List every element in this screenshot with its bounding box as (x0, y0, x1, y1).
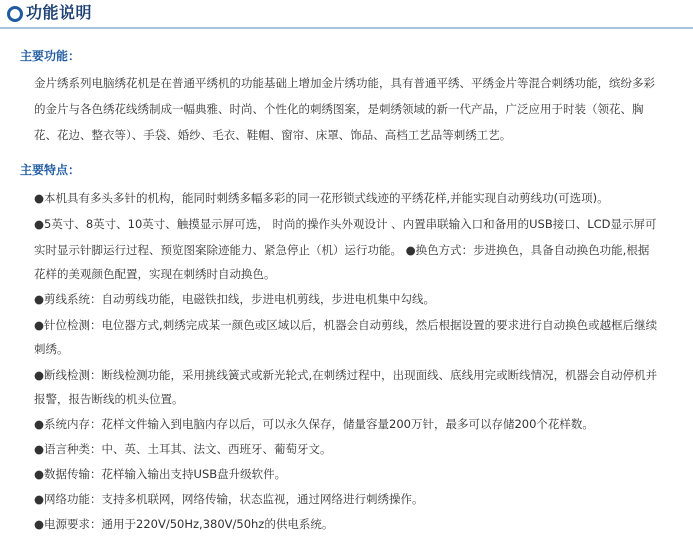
feature-line: ●本机具有多头多针的机构，能同时刺绣多幅多彩的同一花形锁式线迹的平绣花样,并能实现自动剪线功(可选项)。 (34, 191, 609, 205)
main-function-paragraph (34, 70, 686, 148)
page-header (0, 0, 693, 30)
feature-line: ●数据传输：花样输入输出支持USB盘升级软件。 (34, 467, 287, 481)
feature-line: 报警，报告断线的机头位置。 (34, 392, 184, 406)
feature-line: ●剪线系统：自动剪线功能，电磁铁扣线，步进电机剪线，步进电机集中勾线。 (34, 292, 436, 306)
section-title-main-function: 主要功能： (20, 49, 81, 63)
section-title-main-features: 主要特点： (20, 163, 81, 177)
feature-line: ●网络功能：支持多机联网，网络传输，状态监视，通过网络进行刺绣操作。 (34, 492, 424, 506)
feature-line: ●针位检测：电位器方式,刺绣完成某一颜色或区域以后，机器会自动剪线，然后根据设置的要求进行自动换色或越框后继续 (34, 318, 658, 332)
feature-line: ●电源要求：通用于220V/50Hz,380V/50hz的供电系统。 (34, 517, 334, 531)
feature-line: 实时显示针脚运行过程、预览图案除迹能力、紧急停止（机）运行功能。 ●换色方式：步进换色，具备自动换色功能,根据 (34, 243, 650, 257)
feature-line: ●5英寸、8英寸、10英寸、触摸显示屏可选， 时尚的操作头外观设计 、内置串联输入口和备用的USB接口、LCD显示屏可 (34, 217, 657, 231)
header-divider (0, 27, 693, 29)
feature-line: 花样的美观颜色配置，实现在刺绣时自动换色。 (34, 267, 276, 281)
page-title: 功能说明 (26, 3, 93, 22)
feature-line: ●断线检测：断线检测功能，采用挑线簧式或新光轮式,在刺绣过程中，出现面线、底线用完或断线情况，机器会自动停机并 (34, 368, 658, 382)
circle-bullet-icon (7, 6, 23, 22)
feature-line: 刺绣。 (34, 342, 69, 356)
paragraph-line: 的金片与各色绣花线绣制成一幅典雅、时尚、个性化的刺绣图案，是刺绣领域的新一代产品，广泛应用于时装（领花、胸 (34, 102, 644, 116)
paragraph-line: 花、花边、整衣等）、手袋、婚纱、毛衣、鞋帽、窗帘、床罩、饰品、高档工艺品等刺绣工艺。 (34, 128, 512, 142)
feature-line: ●语言种类：中、英、土耳其、法文、西班牙、葡萄牙文。 (34, 442, 332, 456)
feature-line: ●系统内存：花样文件输入到电脑内存以后，可以永久保存，储量容量200万针，最多可以存储200个花样数。 (34, 417, 594, 431)
paragraph-line: 金片绣系列电脑绣花机是在普通平绣机的功能基础上增加金片绣功能，具有普通平绣、平绣金片等混合刺绣功能，缤纷多彩 (34, 76, 655, 90)
